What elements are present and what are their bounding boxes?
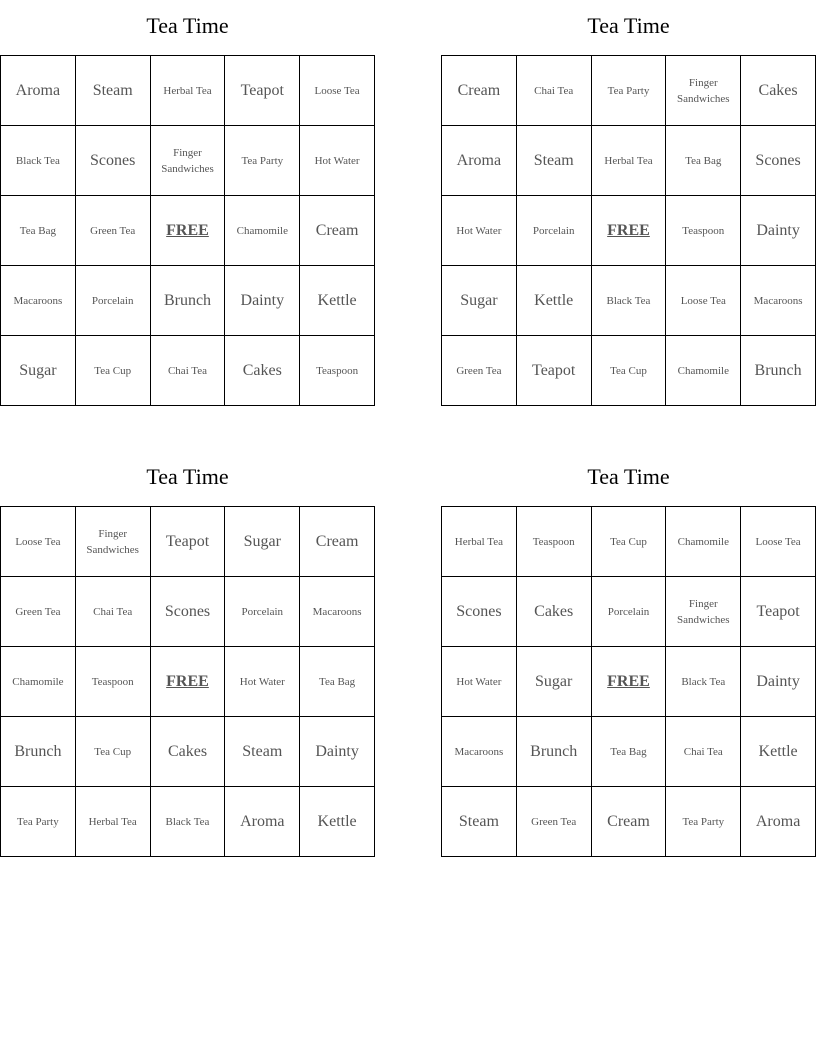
bingo-cell: Macaroons [741,266,816,336]
bingo-cell: Steam [517,126,592,196]
bingo-cell: Macaroons [1,266,76,336]
bingo-card-1 [0,0,375,406]
bingo-cell: Teaspoon [300,336,375,406]
bingo-cell: Sugar [517,647,592,717]
bingo-cell: Tea Bag [1,196,76,266]
bingo-cell: Black Tea [592,266,667,336]
bingo-cell: Loose Tea [1,507,76,577]
free-space: FREE [592,647,667,717]
bingo-cell: Dainty [741,196,816,266]
bingo-cell: Green Tea [517,787,592,857]
bingo-cell: Green Tea [76,196,151,266]
bingo-cell: Teapot [517,336,592,406]
bingo-cell: Scones [741,126,816,196]
bingo-cell: Tea Cup [76,336,151,406]
bingo-cell: Aroma [442,126,517,196]
bingo-card-2 [441,0,816,406]
bingo-cell: Aroma [1,56,76,126]
bingo-cell: Loose Tea [666,266,741,336]
bingo-cell: Kettle [517,266,592,336]
bingo-cell: Cream [300,196,375,266]
bingo-cell: Chamomile [1,647,76,717]
bingo-cell: Porcelain [517,196,592,266]
bingo-cell: Finger Sandwiches [666,577,741,647]
card-title: Tea Time [146,13,229,38]
bingo-cell: Porcelain [592,577,667,647]
bingo-cell: Dainty [225,266,300,336]
bingo-cell: Black Tea [666,647,741,717]
bingo-cell: Dainty [300,717,375,787]
bingo-cell: Tea Cup [592,507,667,577]
free-space: FREE [592,196,667,266]
bingo-card-4 [441,451,816,857]
bingo-cell: Teaspoon [666,196,741,266]
bingo-cell: Teaspoon [76,647,151,717]
bingo-cell: Cream [592,787,667,857]
bingo-cell: Steam [442,787,517,857]
bingo-cell: Tea Bag [592,717,667,787]
bingo-cell: Kettle [300,787,375,857]
bingo-grid [0,506,375,857]
bingo-cell: Finger Sandwiches [76,507,151,577]
free-space: FREE [151,196,226,266]
card-title: Tea Time [587,464,670,489]
bingo-cell: Finger Sandwiches [666,56,741,126]
bingo-cell: Teaspoon [517,507,592,577]
bingo-cell: Chai Tea [666,717,741,787]
bingo-cell: Herbal Tea [151,56,226,126]
bingo-cell: Tea Cup [76,717,151,787]
bingo-cell: Sugar [442,266,517,336]
bingo-cell: Tea Bag [300,647,375,717]
bingo-cell: Chai Tea [517,56,592,126]
bingo-cell: Macaroons [442,717,517,787]
bingo-cell: Tea Party [666,787,741,857]
bingo-cell: Cakes [225,336,300,406]
bingo-cell: Tea Party [225,126,300,196]
bingo-cell: Chamomile [225,196,300,266]
bingo-cell: Teapot [741,577,816,647]
bingo-cell: Black Tea [1,126,76,196]
bingo-grid [441,55,816,406]
bingo-cell: Black Tea [151,787,226,857]
bingo-cell: Cakes [151,717,226,787]
bingo-cell: Scones [76,126,151,196]
bingo-cell: Brunch [1,717,76,787]
bingo-cell: Finger Sandwiches [151,126,226,196]
bingo-cell: Hot Water [225,647,300,717]
bingo-cell: Sugar [225,507,300,577]
bingo-cell: Hot Water [442,196,517,266]
bingo-cell: Cream [300,507,375,577]
bingo-cell: Kettle [300,266,375,336]
bingo-cell: Tea Bag [666,126,741,196]
bingo-cell: Steam [225,717,300,787]
bingo-cell: Brunch [517,717,592,787]
bingo-cell: Tea Party [1,787,76,857]
bingo-cell: Aroma [741,787,816,857]
free-space: FREE [151,647,226,717]
bingo-cell: Hot Water [442,647,517,717]
bingo-cell: Chamomile [666,336,741,406]
bingo-cell: Chamomile [666,507,741,577]
bingo-cell: Tea Party [592,56,667,126]
bingo-cell: Green Tea [442,336,517,406]
bingo-cell: Macaroons [300,577,375,647]
bingo-cell: Aroma [225,787,300,857]
bingo-cell: Cakes [517,577,592,647]
bingo-cell: Green Tea [1,577,76,647]
bingo-cell: Dainty [741,647,816,717]
bingo-card-3 [0,451,375,857]
bingo-cell: Tea Cup [592,336,667,406]
bingo-cell: Kettle [741,717,816,787]
bingo-cell: Porcelain [76,266,151,336]
card-title: Tea Time [146,464,229,489]
bingo-cell: Teapot [151,507,226,577]
bingo-cell: Herbal Tea [76,787,151,857]
bingo-cell: Porcelain [225,577,300,647]
bingo-cell: Steam [76,56,151,126]
card-title: Tea Time [587,13,670,38]
bingo-cell: Hot Water [300,126,375,196]
bingo-cell: Loose Tea [741,507,816,577]
bingo-cell: Brunch [151,266,226,336]
bingo-cell: Sugar [1,336,76,406]
bingo-cell: Herbal Tea [442,507,517,577]
bingo-grid [441,506,816,857]
bingo-cell: Herbal Tea [592,126,667,196]
bingo-cell: Scones [442,577,517,647]
bingo-cell: Brunch [741,336,816,406]
bingo-cell: Chai Tea [76,577,151,647]
bingo-cell: Scones [151,577,226,647]
bingo-cell: Loose Tea [300,56,375,126]
bingo-cell: Cream [442,56,517,126]
bingo-grid [0,55,375,406]
bingo-cell: Teapot [225,56,300,126]
bingo-cell: Cakes [741,56,816,126]
bingo-cell: Chai Tea [151,336,226,406]
